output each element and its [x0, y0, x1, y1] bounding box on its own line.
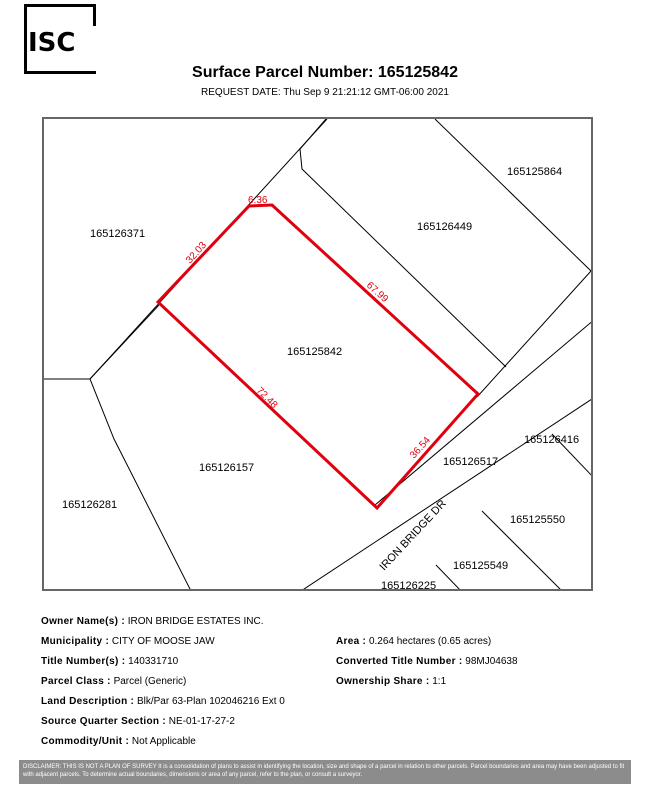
road-edge: [298, 397, 593, 591]
commodity-label: Commodity/Unit :: [41, 736, 130, 747]
converted-title-label: Converted Title Number :: [336, 656, 463, 667]
boundary-line: [435, 119, 591, 397]
disclaimer-banner: DISCLAIMER: THIS IS NOT A PLAN OF SURVEY It is a consolidation of plans to assist in identifying the location, size and shape of a parcel in relation to other parcels. Parcel boundaries and area may have been adjusted to fit with adjacent parcels. To determine actual boundaries, dimensions or area of any parcel, refer to the plan, or consult a surveyor.: [19, 760, 631, 784]
dimension-label: 72.48: [253, 385, 280, 411]
source-quarter-label: Source Quarter Section :: [41, 716, 167, 727]
boundary-line: [44, 305, 159, 379]
logo-text: ISC: [28, 28, 76, 58]
parcel-label: 165125549: [453, 560, 509, 572]
ownership-share-value: 1:1: [432, 676, 447, 687]
converted-title-row: [336, 656, 518, 667]
commodity-value: Not Applicable: [131, 736, 196, 747]
land-description-row: [41, 696, 285, 707]
parcel-label: 165126157: [199, 462, 255, 474]
parcel-class-row: [41, 676, 186, 687]
area-row: [336, 636, 491, 647]
parcel-map[interactable]: [42, 117, 593, 591]
title-number-label: Title Number(s) :: [41, 656, 126, 667]
land-description-value: Blk/Par 63-Plan 102046216 Ext 0: [136, 696, 285, 707]
boundary-line: [90, 379, 192, 591]
source-quarter-row: [41, 716, 235, 727]
boundary-line: [300, 119, 506, 367]
parcel-label: 165126449: [417, 221, 473, 233]
parcel-label: 165126281: [62, 499, 118, 511]
dimension-label: 67.99: [363, 280, 390, 305]
municipality-label: Municipality :: [41, 636, 110, 647]
map-canvas: [44, 119, 593, 591]
municipality-value: CITY OF MOOSE JAW: [111, 636, 215, 647]
parcel-label: 165126225: [381, 580, 437, 592]
title-number-row: [41, 656, 178, 667]
dimension-label: 32.03: [184, 240, 209, 267]
dimension-label: 6.36: [248, 195, 268, 206]
parcel-label: 165125842: [287, 346, 343, 358]
parcel-class-label: Parcel Class :: [41, 676, 111, 687]
parcel-class-value: Parcel (Generic): [113, 676, 187, 687]
owner-label: Owner Name(s) :: [41, 616, 125, 627]
owner-row: [41, 616, 264, 627]
owner-value: IRON BRIDGE ESTATES INC.: [127, 616, 264, 627]
municipality-row: [41, 636, 215, 647]
land-description-label: Land Description :: [41, 696, 135, 707]
parcel-label: 165126371: [90, 228, 146, 240]
parcel-label: 165126517: [443, 456, 499, 468]
road-edge: [375, 319, 593, 505]
ownership-share-label: Ownership Share :: [336, 676, 430, 687]
area-label: Area :: [336, 636, 367, 647]
request-date: REQUEST DATE: Thu Sep 9 21:21:12 GMT-06:00 2021: [201, 87, 449, 98]
dimension-label: 36.54: [408, 435, 433, 462]
street-label: IRON BRIDGE DR: [377, 497, 449, 574]
parcel-label: 165125550: [510, 514, 566, 526]
source-quarter-value: NE-01-17-27-2: [168, 716, 235, 727]
parcel-label: 165125864: [507, 166, 563, 178]
area-value: 0.264 hectares (0.65 acres): [368, 636, 492, 647]
converted-title-value: 98MJ04638: [465, 656, 518, 667]
parcel-label: 165126416: [524, 434, 580, 446]
page-title: Surface Parcel Number: 165125842: [192, 64, 458, 81]
ownership-share-row: [336, 676, 446, 687]
commodity-row: [41, 736, 196, 747]
title-number-value: 140331710: [128, 656, 179, 667]
